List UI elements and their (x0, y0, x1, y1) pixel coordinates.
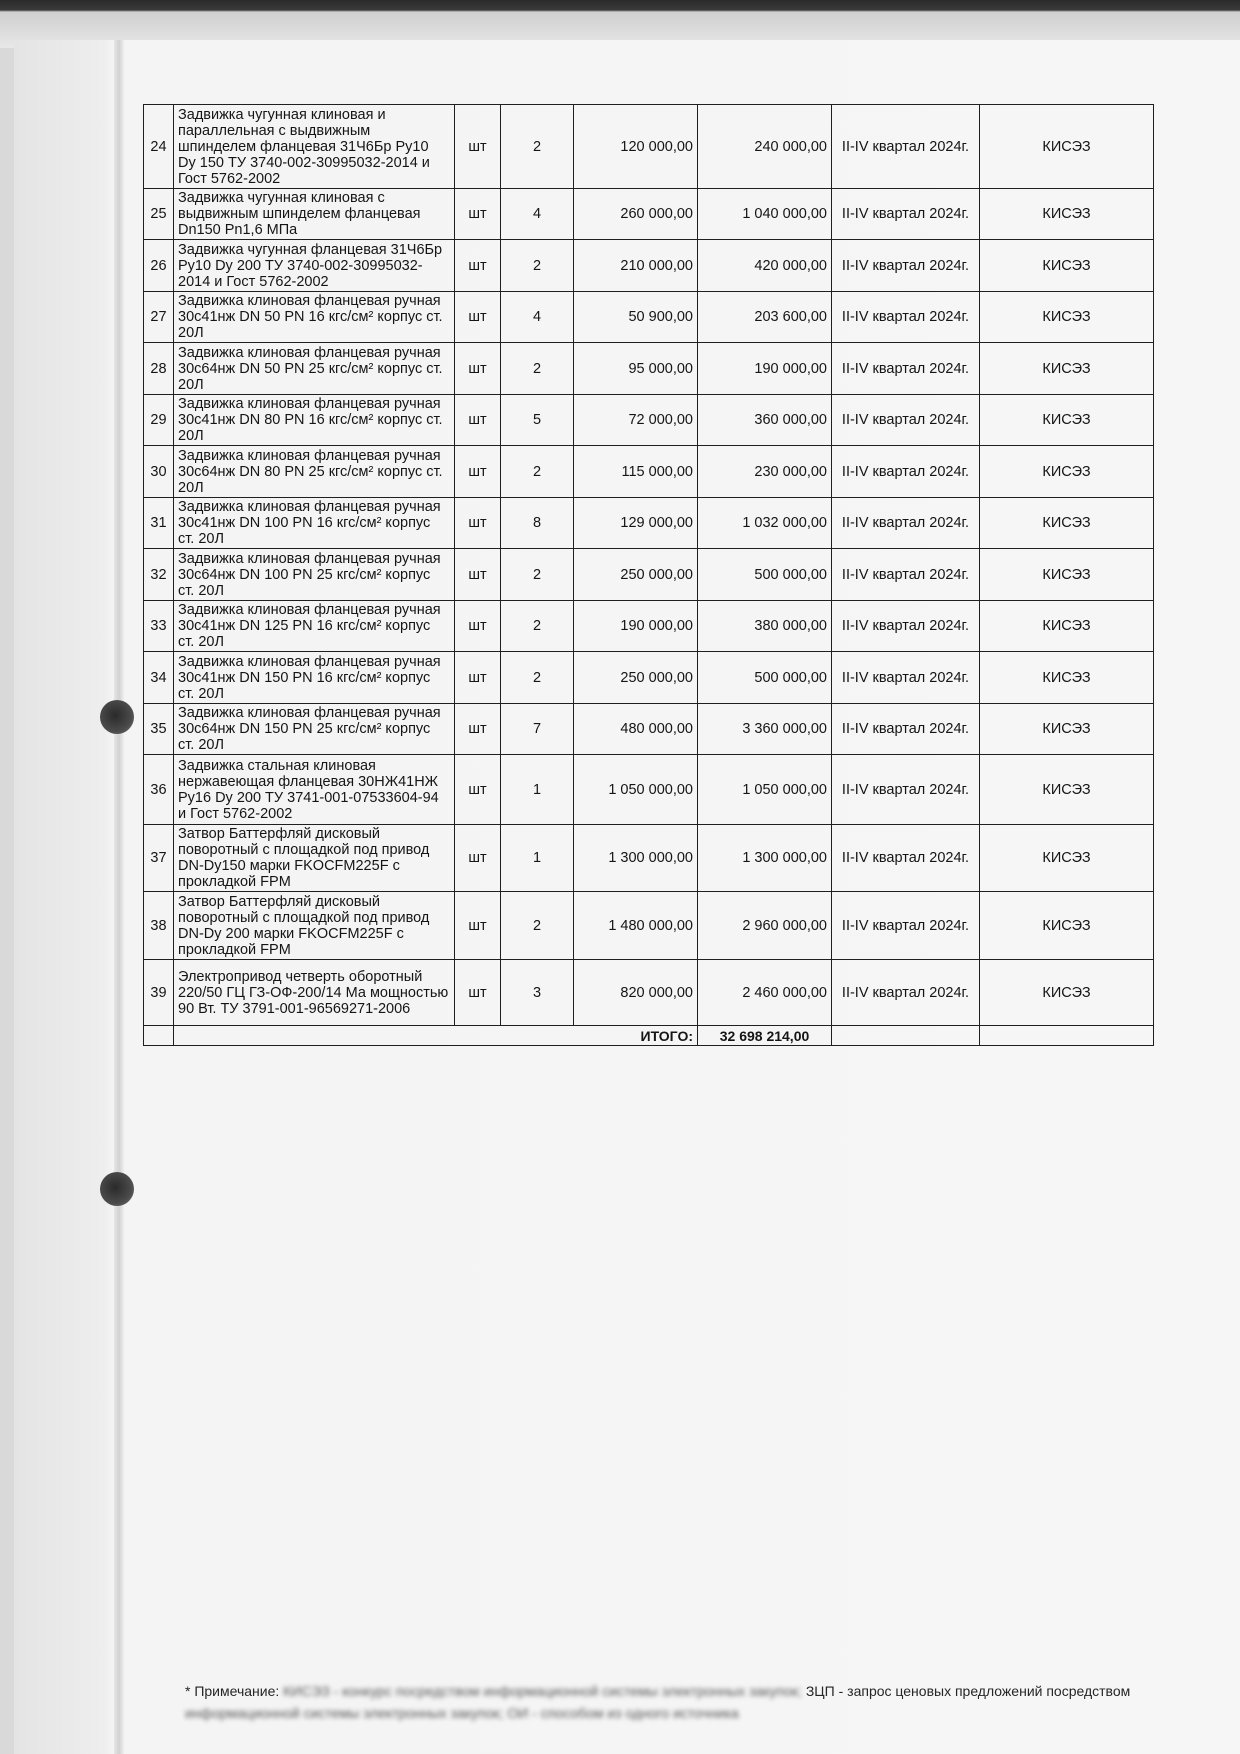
item-unit-price: 120 000,00 (574, 105, 698, 189)
item-total: 230 000,00 (698, 446, 832, 498)
item-unit-price: 210 000,00 (574, 240, 698, 292)
table-row (144, 652, 1154, 704)
total-sum: 32 698 214,00 (698, 1026, 832, 1046)
item-name: Задвижка клиновая фланцевая ручная 30с41нж DN 50 PN 16 кгс/см² корпус ст. 20Л (174, 292, 455, 343)
item-period: II-IV квартал 2024г. (832, 825, 980, 892)
item-total: 203 600,00 (698, 292, 832, 343)
row-number: 38 (144, 892, 174, 960)
item-period: II-IV квартал 2024г. (832, 105, 980, 189)
table-row (144, 549, 1154, 601)
item-procurement-method: КИСЭЗ (980, 960, 1154, 1026)
item-procurement-method: КИСЭЗ (980, 755, 1154, 825)
item-procurement-method: КИСЭЗ (980, 189, 1154, 240)
item-unit: шт (455, 189, 501, 240)
item-total: 420 000,00 (698, 240, 832, 292)
item-unit: шт (455, 343, 501, 395)
item-total: 240 000,00 (698, 105, 832, 189)
table-row (144, 892, 1154, 960)
item-unit-price: 129 000,00 (574, 498, 698, 549)
table-row (144, 755, 1154, 825)
item-total: 1 300 000,00 (698, 825, 832, 892)
item-quantity: 2 (501, 892, 574, 960)
footnote-text: ЗЦП - запрос ценовых предложений посредством (805, 1683, 1131, 1699)
item-name: Задвижка клиновая фланцевая ручная 30с64нж DN 150 PN 25 кгс/см² корпус ст. 20Л (174, 704, 455, 755)
item-unit: шт (455, 292, 501, 343)
item-procurement-method: КИСЭЗ (980, 549, 1154, 601)
table-row (144, 292, 1154, 343)
item-quantity: 3 (501, 960, 574, 1026)
item-total: 380 000,00 (698, 601, 832, 652)
table-row (144, 704, 1154, 755)
item-period: II-IV квартал 2024г. (832, 395, 980, 446)
item-unit: шт (455, 498, 501, 549)
item-procurement-method: КИСЭЗ (980, 105, 1154, 189)
item-unit-price: 1 480 000,00 (574, 892, 698, 960)
item-name: Задвижка клиновая фланцевая ручная 30с41нж DN 80 PN 16 кгс/см² корпус ст. 20Л (174, 395, 455, 446)
item-period: II-IV квартал 2024г. (832, 960, 980, 1026)
item-name: Затвор Баттерфляй дисковый поворотный с площадкой под привод DN-Dy 200 марки FKOCFM225F с прокладкой FPM (174, 892, 455, 960)
punch-hole-icon (100, 700, 134, 734)
item-unit-price: 190 000,00 (574, 601, 698, 652)
item-name: Задвижка клиновая фланцевая ручная 30с64нж DN 100 PN 25 кгс/см² корпус ст. 20Л (174, 549, 455, 601)
item-procurement-method: КИСЭЗ (980, 704, 1154, 755)
item-total: 2 460 000,00 (698, 960, 832, 1026)
total-row (144, 1026, 1154, 1046)
table-row (144, 240, 1154, 292)
item-quantity: 5 (501, 395, 574, 446)
item-total: 190 000,00 (698, 343, 832, 395)
item-total: 500 000,00 (698, 549, 832, 601)
row-number: 26 (144, 240, 174, 292)
item-procurement-method: КИСЭЗ (980, 395, 1154, 446)
item-period: II-IV квартал 2024г. (832, 240, 980, 292)
item-name: Задвижка чугунная фланцевая 31Ч6Бр Ру10 Dy 200 ТУ 3740-002-30995032-2014 и Гост 5762-2002 (174, 240, 455, 292)
item-unit: шт (455, 960, 501, 1026)
total-empty-cell (980, 1026, 1154, 1046)
item-unit-price: 820 000,00 (574, 960, 698, 1026)
item-name: Задвижка чугунная клиновая и параллельная с выдвижным шпинделем фланцевая 31Ч6Бр Ру10 Dy 150 ТУ 3740-002-30995032-2014 и Гост 5762-2002 (174, 105, 455, 189)
table-row (144, 601, 1154, 652)
item-period: II-IV квартал 2024г. (832, 704, 980, 755)
item-quantity: 1 (501, 825, 574, 892)
table-row (144, 189, 1154, 240)
procurement-table (143, 104, 1154, 1046)
item-period: II-IV квартал 2024г. (832, 446, 980, 498)
total-label: ИТОГО: (174, 1026, 698, 1046)
table-row (144, 446, 1154, 498)
item-name: Задвижка клиновая фланцевая ручная 30с64нж DN 50 PN 25 кгс/см² корпус ст. 20Л (174, 343, 455, 395)
item-quantity: 2 (501, 549, 574, 601)
item-quantity: 2 (501, 446, 574, 498)
item-unit-price: 1 050 000,00 (574, 755, 698, 825)
item-unit: шт (455, 105, 501, 189)
row-number: 32 (144, 549, 174, 601)
item-period: II-IV квартал 2024г. (832, 343, 980, 395)
punch-hole-icon (100, 1172, 134, 1206)
item-unit: шт (455, 446, 501, 498)
item-unit-price: 1 300 000,00 (574, 825, 698, 892)
row-number: 37 (144, 825, 174, 892)
item-unit-price: 95 000,00 (574, 343, 698, 395)
item-procurement-method: КИСЭЗ (980, 446, 1154, 498)
item-unit: шт (455, 240, 501, 292)
item-unit: шт (455, 652, 501, 704)
row-number: 34 (144, 652, 174, 704)
row-number: 28 (144, 343, 174, 395)
item-total: 1 032 000,00 (698, 498, 832, 549)
total-empty-cell (832, 1026, 980, 1046)
item-total: 360 000,00 (698, 395, 832, 446)
item-name: Задвижка клиновая фланцевая ручная 30с41нж DN 125 PN 16 кгс/см² корпус ст. 20Л (174, 601, 455, 652)
footnote-redacted-text: КИСЭЗ - конкурс посредством информационной системы электронных закупок; (283, 1683, 806, 1699)
table-row (144, 825, 1154, 892)
table-row (144, 395, 1154, 446)
item-unit: шт (455, 704, 501, 755)
item-total: 1 050 000,00 (698, 755, 832, 825)
item-unit-price: 480 000,00 (574, 704, 698, 755)
table-row (144, 498, 1154, 549)
item-unit: шт (455, 395, 501, 446)
item-quantity: 2 (501, 240, 574, 292)
item-total: 1 040 000,00 (698, 189, 832, 240)
item-name: Задвижка стальная клиновая нержавеющая фланцевая 30НЖ41НЖ Ру16 Dy 200 ТУ 3741-001-07533604-94 и Гост 5762-2002 (174, 755, 455, 825)
row-number: 29 (144, 395, 174, 446)
row-number: 39 (144, 960, 174, 1026)
item-procurement-method: КИСЭЗ (980, 652, 1154, 704)
item-period: II-IV квартал 2024г. (832, 498, 980, 549)
item-quantity: 4 (501, 292, 574, 343)
item-period: II-IV квартал 2024г. (832, 755, 980, 825)
item-unit-price: 250 000,00 (574, 652, 698, 704)
item-quantity: 8 (501, 498, 574, 549)
item-unit: шт (455, 549, 501, 601)
item-procurement-method: КИСЭЗ (980, 240, 1154, 292)
item-total: 500 000,00 (698, 652, 832, 704)
table-row (144, 105, 1154, 189)
item-unit: шт (455, 755, 501, 825)
item-quantity: 2 (501, 105, 574, 189)
item-period: II-IV квартал 2024г. (832, 549, 980, 601)
row-number: 31 (144, 498, 174, 549)
table-row (144, 343, 1154, 395)
footnote-redacted-text: информационной системы электронных закупок; (185, 1705, 508, 1721)
item-quantity: 2 (501, 601, 574, 652)
item-period: II-IV квартал 2024г. (832, 292, 980, 343)
item-procurement-method: КИСЭЗ (980, 343, 1154, 395)
item-procurement-method: КИСЭЗ (980, 498, 1154, 549)
item-total: 2 960 000,00 (698, 892, 832, 960)
item-name: Электропривод четверть оборотный 220/50 ГЦ ГЗ-ОФ-200/14 Ма мощностью 90 Вт. ТУ 3791-001-96569271-2006 (174, 960, 455, 1026)
table-row (144, 960, 1154, 1026)
item-unit-price: 50 900,00 (574, 292, 698, 343)
item-quantity: 7 (501, 704, 574, 755)
item-unit-price: 260 000,00 (574, 189, 698, 240)
row-number: 27 (144, 292, 174, 343)
item-name: Задвижка клиновая фланцевая ручная 30с41нж DN 100 PN 16 кгс/см² корпус ст. 20Л (174, 498, 455, 549)
item-name: Задвижка клиновая фланцевая ручная 30с64нж DN 80 PN 25 кгс/см² корпус ст. 20Л (174, 446, 455, 498)
footnote-prefix: * Примечание: (185, 1683, 284, 1699)
item-unit: шт (455, 601, 501, 652)
item-name: Затвор Баттерфляй дисковый поворотный с площадкой под привод DN-Dy150 марки FKOCFM225F с прокладкой FPM (174, 825, 455, 892)
item-period: II-IV квартал 2024г. (832, 892, 980, 960)
row-number: 24 (144, 105, 174, 189)
row-number: 30 (144, 446, 174, 498)
item-name: Задвижка клиновая фланцевая ручная 30с41нж DN 150 PN 16 кгс/см² корпус ст. 20Л (174, 652, 455, 704)
item-period: II-IV квартал 2024г. (832, 189, 980, 240)
item-quantity: 1 (501, 755, 574, 825)
item-period: II-IV квартал 2024г. (832, 652, 980, 704)
item-unit-price: 250 000,00 (574, 549, 698, 601)
item-procurement-method: КИСЭЗ (980, 825, 1154, 892)
item-quantity: 2 (501, 343, 574, 395)
item-total: 3 360 000,00 (698, 704, 832, 755)
item-name: Задвижка чугунная клиновая с выдвижным шпинделем фланцевая Dn150 Pn1,6 МПа (174, 189, 455, 240)
item-period: II-IV квартал 2024г. (832, 601, 980, 652)
item-unit-price: 115 000,00 (574, 446, 698, 498)
row-number: 36 (144, 755, 174, 825)
row-number: 33 (144, 601, 174, 652)
row-number: 25 (144, 189, 174, 240)
item-quantity: 2 (501, 652, 574, 704)
footnote (185, 1680, 1145, 1724)
item-procurement-method: КИСЭЗ (980, 601, 1154, 652)
item-procurement-method: КИСЭЗ (980, 292, 1154, 343)
item-procurement-method: КИСЭЗ (980, 892, 1154, 960)
binding-fold (114, 40, 124, 1754)
item-quantity: 4 (501, 189, 574, 240)
item-unit: шт (455, 825, 501, 892)
total-empty-cell (144, 1026, 174, 1046)
item-unit: шт (455, 892, 501, 960)
row-number: 35 (144, 704, 174, 755)
item-unit-price: 72 000,00 (574, 395, 698, 446)
footnote-text: ОИ - способом из одного источника (507, 1705, 739, 1721)
